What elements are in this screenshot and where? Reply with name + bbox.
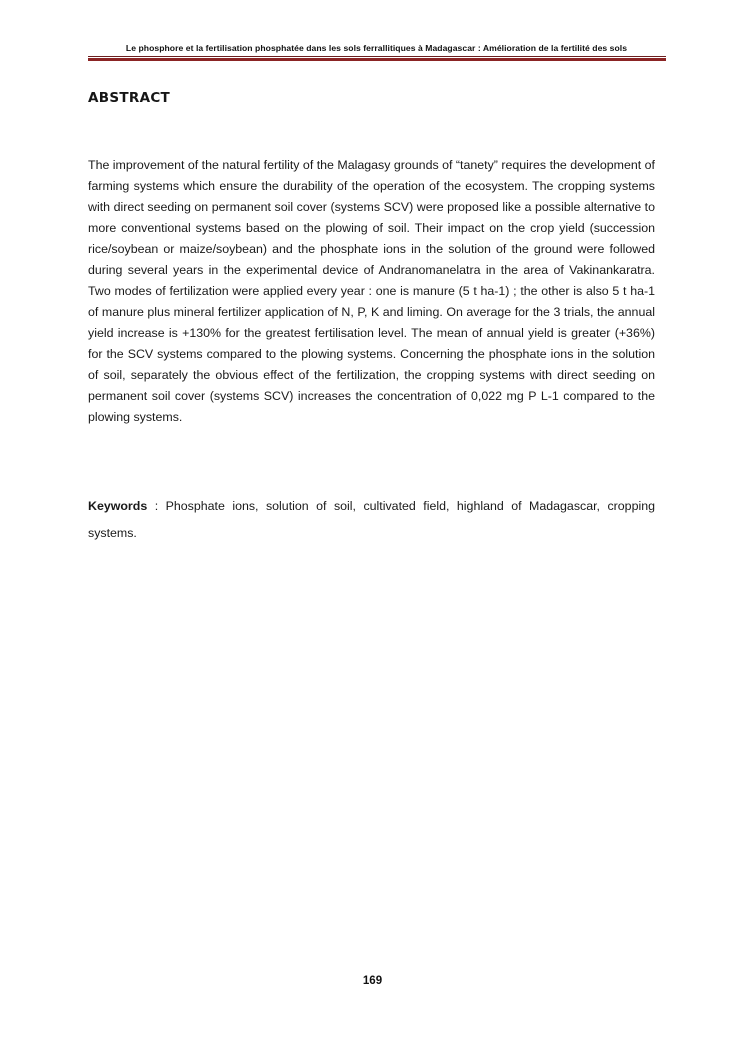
keywords-paragraph — [88, 493, 655, 547]
keywords-text: : Phosphate ions, solution of soil, cultivated field, highland of Madagascar, cropping systems. — [88, 499, 655, 540]
header-rule-thin — [88, 56, 666, 57]
abstract-body: The improvement of the natural fertility of the Malagasy grounds of “tanety” requires the development of farming systems which ensure the durability of the operation of the ecosystem. The cropping systems with direct seeding on permanent soil cover (systems SCV) were proposed like a possible alternative to more conventional systems based on the plowing of soil. Their impact on the crop yield (succession rice/soybean or maize/soybean) and the phosphate ions in the solution of the ground were followed during several years in the experimental device of Andranomanelatra in the area of Vakinankaratra. Two modes of fertilization were applied every year : one is manure (5 t ha-1) ; the other is also 5 t ha-1 of manure plus mineral fertilizer application of N, P, K and liming. On average for the 3 trials, the annual yield increase is +130% for the greatest fertilisation level. The mean of annual yield is greater (+36%) for the SCV systems compared to the plowing systems. Concerning the phosphate ions in the solution of soil, separately the obvious effect of the fertilization, the cropping systems with direct seeding on permanent soil cover (systems SCV) increases the concentration of 0,022 mg P L-1 compared to the plowing systems. — [88, 158, 655, 424]
abstract-heading: ABSTRACT — [88, 90, 171, 106]
keywords-label: Keywords — [88, 499, 148, 513]
running-header: Le phosphore et la fertilisation phosphatée dans les sols ferrallitiques à Madagascar : Amélioration de la fertilité des sols — [125, 43, 628, 53]
header-rule-thick — [88, 58, 666, 61]
page-number: 169 — [362, 975, 383, 987]
